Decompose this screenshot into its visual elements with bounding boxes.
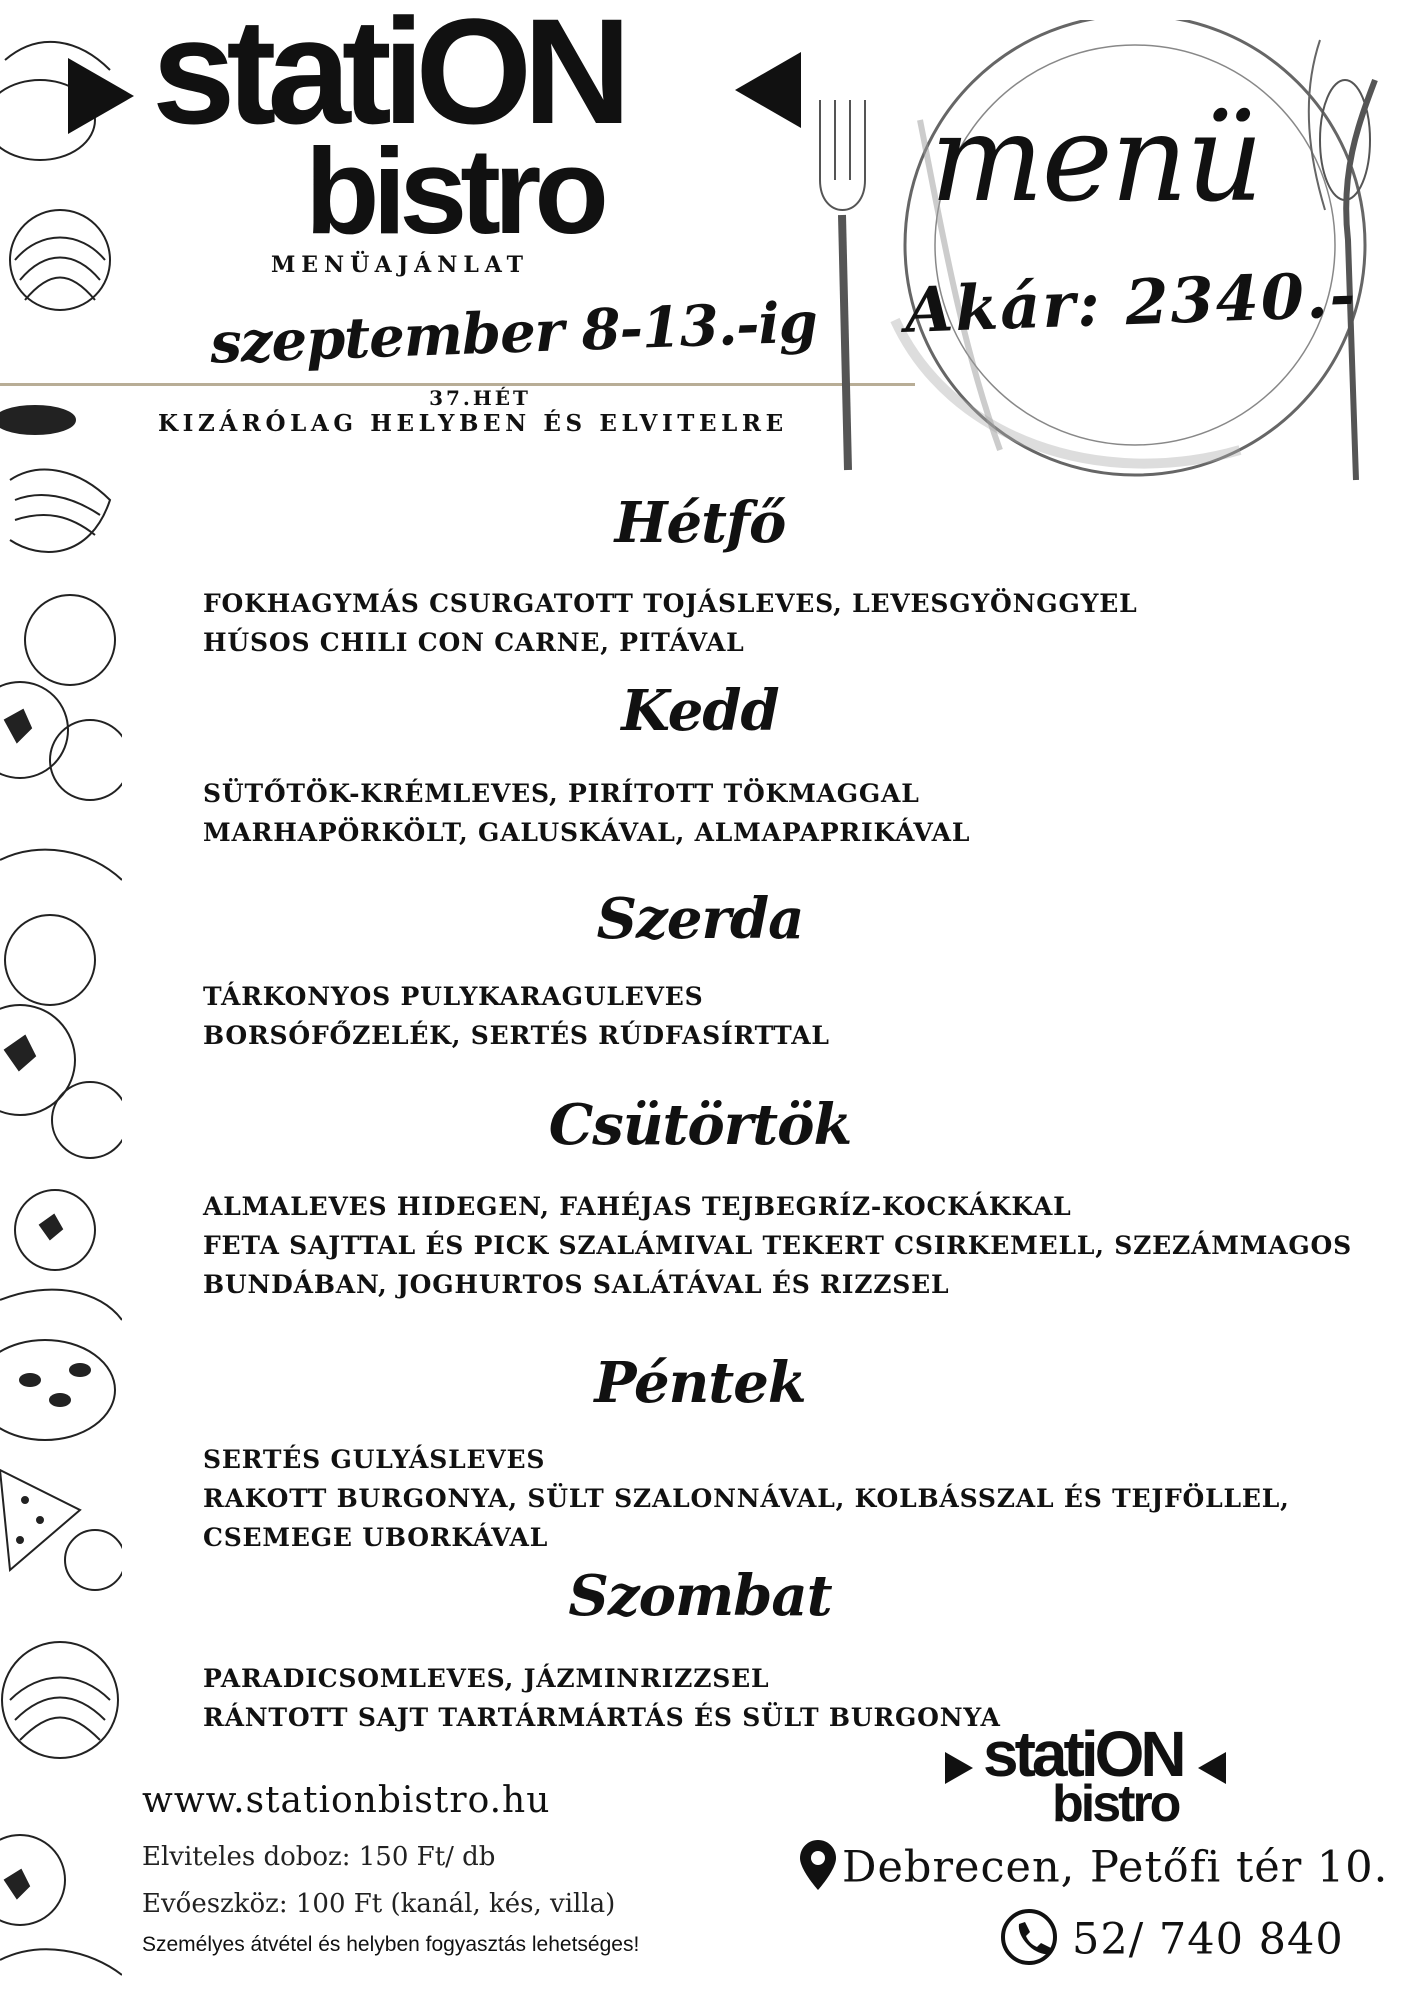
day-heading-monday: Hétfő [614,490,786,556]
availability-note: KIZÁRÓLAG HELYBEN ÉS ELVITELRE [158,410,788,437]
play-right-icon [735,52,801,128]
dish-item: MARHAPÖRKÖLT, GALUSKÁVAL, ALMAPAPRIKÁVAL [203,818,971,847]
decorative-food-sketch-strip [0,0,122,2000]
play-left-icon [945,1752,973,1784]
menu-word: menü [930,90,1262,229]
brand-line-1-small: statiON [983,1718,1183,1790]
day-heading-saturday: Szombat [568,1563,832,1629]
dish-item: TÁRKONYOS PULYKARAGULEVES [203,982,704,1011]
dish-item: SERTÉS GULYÁSLEVES [203,1445,546,1474]
dish-item: SÜTŐTÖK-KRÉMLEVES, PIRÍTOTT TÖKMAGGAL [203,779,920,808]
dish-item: PARADICSOMLEVES, JÁZMINRIZZSEL [203,1664,770,1693]
dish-item: FETA SAJTTAL ÉS PICK SZALÁMIVAL TEKERT CSIRKEMELL, SZEZÁMMAGOS [203,1231,1352,1260]
brand-line-2-small: bistro [1052,1775,1179,1833]
cutlery-fee: Evőeszköz: 100 Ft (kanál, kés, villa) [142,1889,616,1919]
dish-item: RAKOTT BURGONYA, SÜLT SZALONNÁVAL, KOLBÁSSZAL ÉS TEJFÖLLEL, [203,1484,1290,1513]
brand-logo-small [945,1718,1285,1840]
address-text: Debrecen, Petőfi tér 10. [842,1842,1389,1893]
day-heading-thursday: Csütörtök [548,1092,852,1158]
phone-icon [1000,1908,1058,1977]
dish-item: FOKHAGYMÁS CSURGATOTT TOJÁSLEVES, LEVESGYÖNGGYEL [203,589,1138,618]
day-heading-wednesday: Szerda [596,886,804,952]
play-left-icon [68,58,134,134]
service-note: Személyes átvétel és helyben fogyasztás lehetséges! [142,1933,640,1956]
website-link[interactable]: www.stationbistro.hu [142,1780,551,1821]
brand-logo [60,0,840,259]
week-number: 37.HÉT [429,386,531,410]
dish-item: BORSÓFŐZELÉK, SERTÉS RÚDFASÍRTTAL [203,1021,830,1050]
dish-item: CSEMEGE UBORKÁVAL [203,1523,549,1552]
dish-item: HÚSOS CHILI CON CARNE, PITÁVAL [203,628,745,657]
dish-item: ALMALEVES HIDEGEN, FAHÉJAS TEJBEGRÍZ-KOCKÁKKAL [203,1192,1072,1221]
day-heading-friday: Péntek [594,1350,806,1416]
price: Akár: 2340.- [903,258,1359,347]
play-right-icon [1198,1752,1226,1784]
brand-line-2: bistro [305,123,602,259]
dish-item: BUNDÁBAN, JOGHURTOS SALÁTÁVAL ÉS RIZZSEL [203,1270,950,1299]
location-pin-icon [800,1840,836,1901]
address [800,1840,1388,1901]
dish-item: RÁNTOTT SAJT TARTÁRMÁRTÁS ÉS SÜLT BURGONYA [203,1703,1001,1732]
date-range: szeptember 8-13.-ig [209,289,818,377]
phone [1000,1908,1344,1977]
phone-number[interactable]: 52/ 740 840 [1072,1914,1344,1965]
brand-line-1: statiON [152,0,623,155]
box-fee: Elviteles doboz: 150 Ft/ db [142,1842,496,1872]
day-heading-tuesday: Kedd [621,678,779,744]
menu-subtitle: MENÜAJÁNLAT [270,252,530,278]
